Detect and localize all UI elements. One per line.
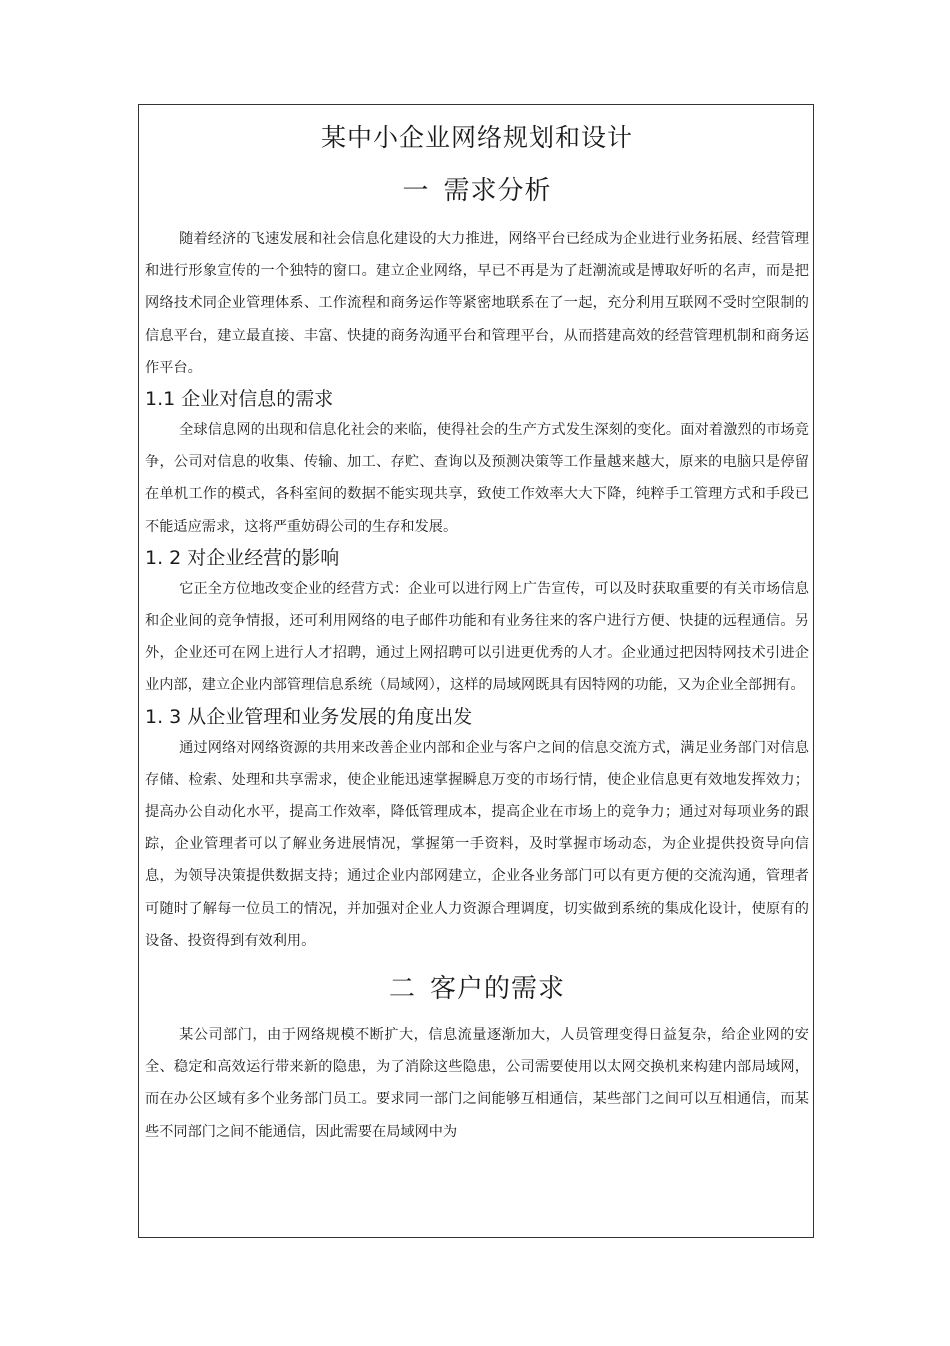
chapter-label: 客户的需求 — [430, 974, 566, 1005]
page-frame — [138, 104, 814, 1238]
intro-paragraph: 随着经济的飞速发展和社会信息化建设的大力推进，网络平台已经成为企业进行业务拓展、经营管理和进行形象宣传的一个独特的窗口。建立企业网络，早已不再是为了赶潮流或是博取好听的名声，而是把网络技术同企业管理体系、工作流程和商务运作等紧密地联系在了一起，充分利用互联网不受时空限制的信息平台，建立最直接、丰富、快捷的商务沟通平台和管理平台，从而搭建高效的经营管理机制和商务运作平台。 — [145, 231, 809, 376]
section-paragraph-1-2: 它正全方位地改变企业的经营方式：企业可以进行网上广告宣传，可以及时获取重要的有关市场信息和企业间的竞争情报，还可利用网络的电子邮件功能和有业务往来的客户进行方便、快捷的远程通信。另外，企业还可在网上进行人才招聘，通过上网招聘可以引进更优秀的人才。企业通过把因特网技术引进企业内部，建立企业内部管理信息系统（局域网），这样的局域网既具有因特网的功能，又为企业全部拥有。 — [145, 580, 809, 694]
chapter-label: 需求分析 — [443, 176, 552, 206]
chapter-number: 二 — [388, 974, 416, 1005]
chapter-heading-customer — [145, 971, 809, 1007]
section-heading-1-1: 1.1 企业对信息的需求 — [145, 388, 334, 411]
section-heading-1-2: 1. 2 对企业经营的影响 — [145, 546, 340, 569]
section-paragraph-1-1: 全球信息网的出现和信息化社会的来临，使得社会的生产方式发生深刻的变化。面对着激烈的市场竞争，公司对信息的收集、传输、加工、存贮、查询以及预测决策等工作量越来越大，原来的电脑只是停留在单机工作的模式，各科室间的数据不能实现共享，致使工作效率大大下降，纯粹手工管理方式和手段已不能适应需求，这将严重妨碍公司的生存和发展。 — [145, 422, 809, 535]
customer-paragraph: 某公司部门，由于网络规模不断扩大，信息流量逐渐加大，人员管理变得日益复杂，给企业网的安全、稳定和高效运行带来新的隐患，为了消除这些隐患，公司需要使用以太网交换机来构建内部局域网，而在办公区域有多个业务部门员工。要求同一部门之间能够互相通信，某些部门之间可以互相通信，而某些不同部门之间不能通信，因此需要在局域网中为 — [145, 1027, 809, 1140]
chapter-number: 一 — [402, 176, 430, 206]
section-paragraph-1-3: 通过网络对网络资源的共用来改善企业内部和企业与客户之间的信息交流方式，满足业务部门对信息存储、检索、处理和共享需求，使企业能迅速掌握瞬息万变的市场行情，使企业信息更有效地发挥效力；提高办公自动化水平，提高工作效率，降低管理成本，提高企业在市场上的竞争力；通过对每项业务的跟踪，企业管理者可以了解业务进展情况，掌握第一手资料，及时掌握市场动态，为企业提供投资导向信息，为领导决策提供数据支持；通过企业内部网建立，企业各业务部门可以有更方便的交流沟通，管理者可随时了解每一位员工的情况，并加强对企业人力资源合理调度，切实做到系统的集成化设计，使原有的设备、投资得到有效利用。 — [145, 739, 809, 949]
section-heading-1-3: 1. 3 从企业管理和业务发展的角度出发 — [145, 705, 473, 728]
document-title: 某中小企业网络规划和设计 — [320, 123, 633, 152]
document-body — [145, 121, 809, 1148]
chapter-heading-requirements — [145, 173, 809, 209]
